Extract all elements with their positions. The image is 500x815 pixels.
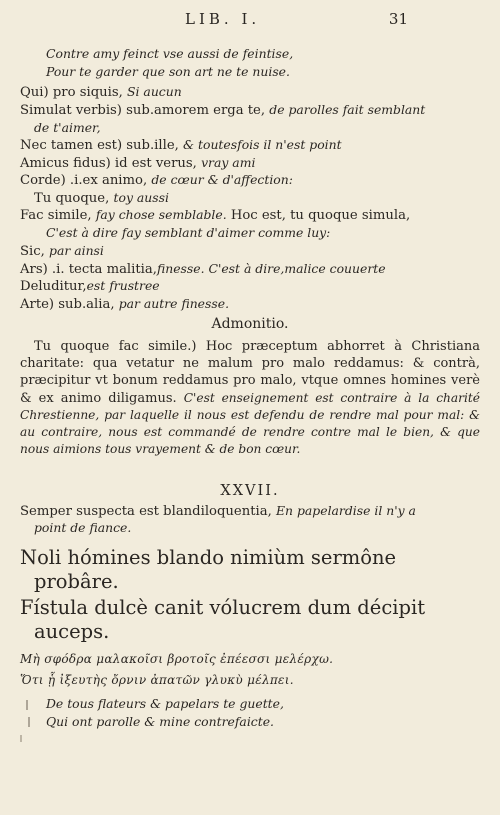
proverb-line: Semper suspecta est blandiloquentia, En papelardise il n'y a (20, 503, 416, 519)
gloss-line: Nec tamen est) sub.ille, & toutesfois il n'est point (20, 137, 342, 153)
french-couplet-line-2: Pour te garder que son art ne te nuise. (46, 64, 290, 79)
admonitio-heading: Admonitio. (211, 316, 289, 332)
chapter-numeral: XXVII. (220, 483, 280, 499)
gloss-line: Arte) sub.alia, par autre finesse. (20, 296, 230, 312)
gloss-line: Ars) .i. tecta malitia,finesse. C'est à dire,malice couuerte (20, 261, 386, 277)
french-verse-line-1: De tous flateurs & papelars te guette, (46, 696, 284, 711)
running-header (0, 10, 500, 32)
latin-verse-line-4: auceps. (34, 620, 110, 643)
gloss-line: de t'aimer, (34, 120, 101, 135)
latin-verse-line-1: Noli hómines blando nimiùm sermône (20, 546, 397, 569)
book-section-title: LIB. I. (185, 10, 261, 28)
latin-verse-line-2: probâre. (34, 570, 119, 593)
greek-verse-line-1: Μὴ σφόδρα μαλακοῖσι βροτοῖς ἐπέεσσι μελέρχω. (20, 652, 334, 666)
admonitio-paragraph (20, 338, 480, 458)
gloss-line: Amicus fidus) id est verus, vray ami (20, 155, 256, 171)
gloss-line: Fac simile, fay chose semblable. Hoc est, tu quoque simula, (20, 207, 411, 223)
gloss-line: Corde) .i.ex animo, de cœur & d'affection: (20, 172, 293, 188)
gloss-line: Qui) pro siquis, Si aucun (20, 84, 182, 100)
gloss-line: C'est à dire fay semblant d'aimer comme luy: (46, 225, 331, 240)
proverb-line: point de fiance. (34, 520, 132, 535)
admonitio-french: C'est enseignement est contraire à la charité Chrestienne, par laquelle il nous est defendu de rendre mal pour mal: & au contraire, nous est commandé de rendre contre mal le bien, & que nous aimions tous vrayement & de bon cœur. (20, 390, 480, 457)
gloss-line: Deluditur,est frustree (20, 278, 160, 294)
greek-verse-line-2: Ὅτι ᾗ ἰξευτὴς ὄρνιν ἀπατῶν γλυκὺ μέλπει. (20, 673, 294, 687)
admonitio-latin: Tu quoque fac simile.) Hoc præceptum abhorret à Christiana charitate: qua vetatur ne malum pro malo reddamus: & contrà, præcipitur vt bonum reddamus pro malo, vtque omnes homines verè & ex animo diligamus. (20, 339, 480, 406)
french-couplet-line-1: Contre amy feinct vse aussi de feintise, (46, 46, 294, 61)
gloss-line: Simulat verbis) sub.amorem erga te, de parolles fait semblant (20, 102, 426, 118)
french-verse-line-2: Qui ont parolle & mine contrefaicte. (46, 714, 274, 729)
gloss-line: Tu quoque, toy aussi (34, 190, 169, 206)
latin-verse-line-3: Fístula dulcè canit vólucrem dum décipit (20, 596, 426, 619)
page-number: 31 (388, 10, 408, 28)
gloss-line: Sic, par ainsi (20, 243, 104, 259)
